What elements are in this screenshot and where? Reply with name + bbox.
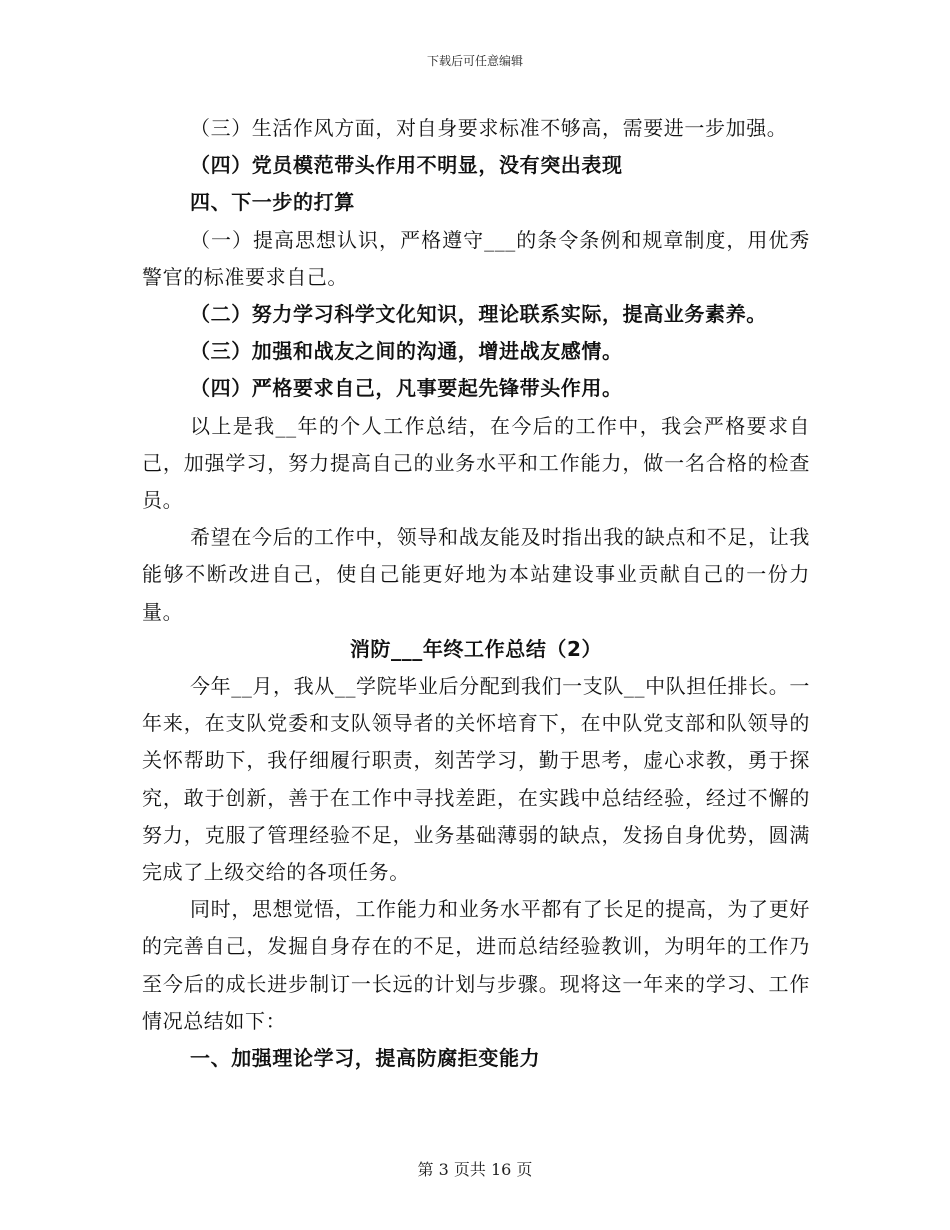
- document-title: 消防___年终工作总结（2）: [349, 636, 603, 661]
- page-footer: 第 3 页共 16 页: [417, 1160, 533, 1179]
- page-header: 下载后可任意编辑: [426, 54, 523, 68]
- paragraph-plan-4: （四）严格要求自己，凡事要起先锋带头作用。: [190, 376, 623, 401]
- paragraph-lifestyle: （三）生活作风方面，对自身要求标准不够高，需要进一步加强。: [190, 116, 788, 140]
- paragraph-plan-2: （二）努力学习科学文化知识，理论联系实际，提高业务素养。: [190, 302, 767, 327]
- section-heading-next-steps: 四、下一步的打算: [190, 190, 355, 215]
- paragraph-meanwhile: 同时，思想觉悟，工作能力和业务水平都有了长足的提高，为了更好的完善自己，发掘自身存在的不足，进而总结经验教训，为明年的工作乃至今后的成长进步制订一长远的计划与步骤。现将这一年来的学习、工作情况总结如下：: [142, 897, 810, 1033]
- paragraph-this-year: 今年__月，我从__学院毕业后分配到我们一支队__中队担任排长。一年来，在支队党委和支队领导者的关怀培育下，在中队党支部和队领导的关怀帮助下，我仔细履行职责，刻苦学习，勤于思考，虚心求教，勇于探究，敢于创新，善于在工作中寻找差距，在实践中总结经验，经过不懈的努力，克服了管理经验不足，业务基础薄弱的缺点，发扬自身优势，圆满完成了上级交给的各项任务。: [142, 674, 810, 885]
- paragraph-hope: 希望在今后的工作中，领导和战友能及时指出我的缺点和不足，让我能够不断改进自己，使自己能更好地为本站建设事业贡献自己的一份力量。: [142, 525, 810, 624]
- section-heading-theory: 一、加强理论学习，提高防腐拒变能力: [190, 1046, 541, 1071]
- paragraph-summary: 以上是我__年的个人工作总结，在今后的工作中，我会严格要求自己，加强学习，努力提高自己的业务水平和工作能力，做一名合格的检查员。: [142, 413, 810, 513]
- paragraph-plan-3: （三）加强和战友之间的沟通，增进战友感情。: [190, 339, 623, 364]
- paragraph-party-role: （四）党员模范带头作用不明显，没有突出表现: [190, 153, 623, 178]
- document-body: [142, 110, 810, 1077]
- paragraph-plan-1: （一）提高思想认识，严格遵守___的条令条例和规章制度，用优秀警官的标准要求自己。: [142, 227, 810, 289]
